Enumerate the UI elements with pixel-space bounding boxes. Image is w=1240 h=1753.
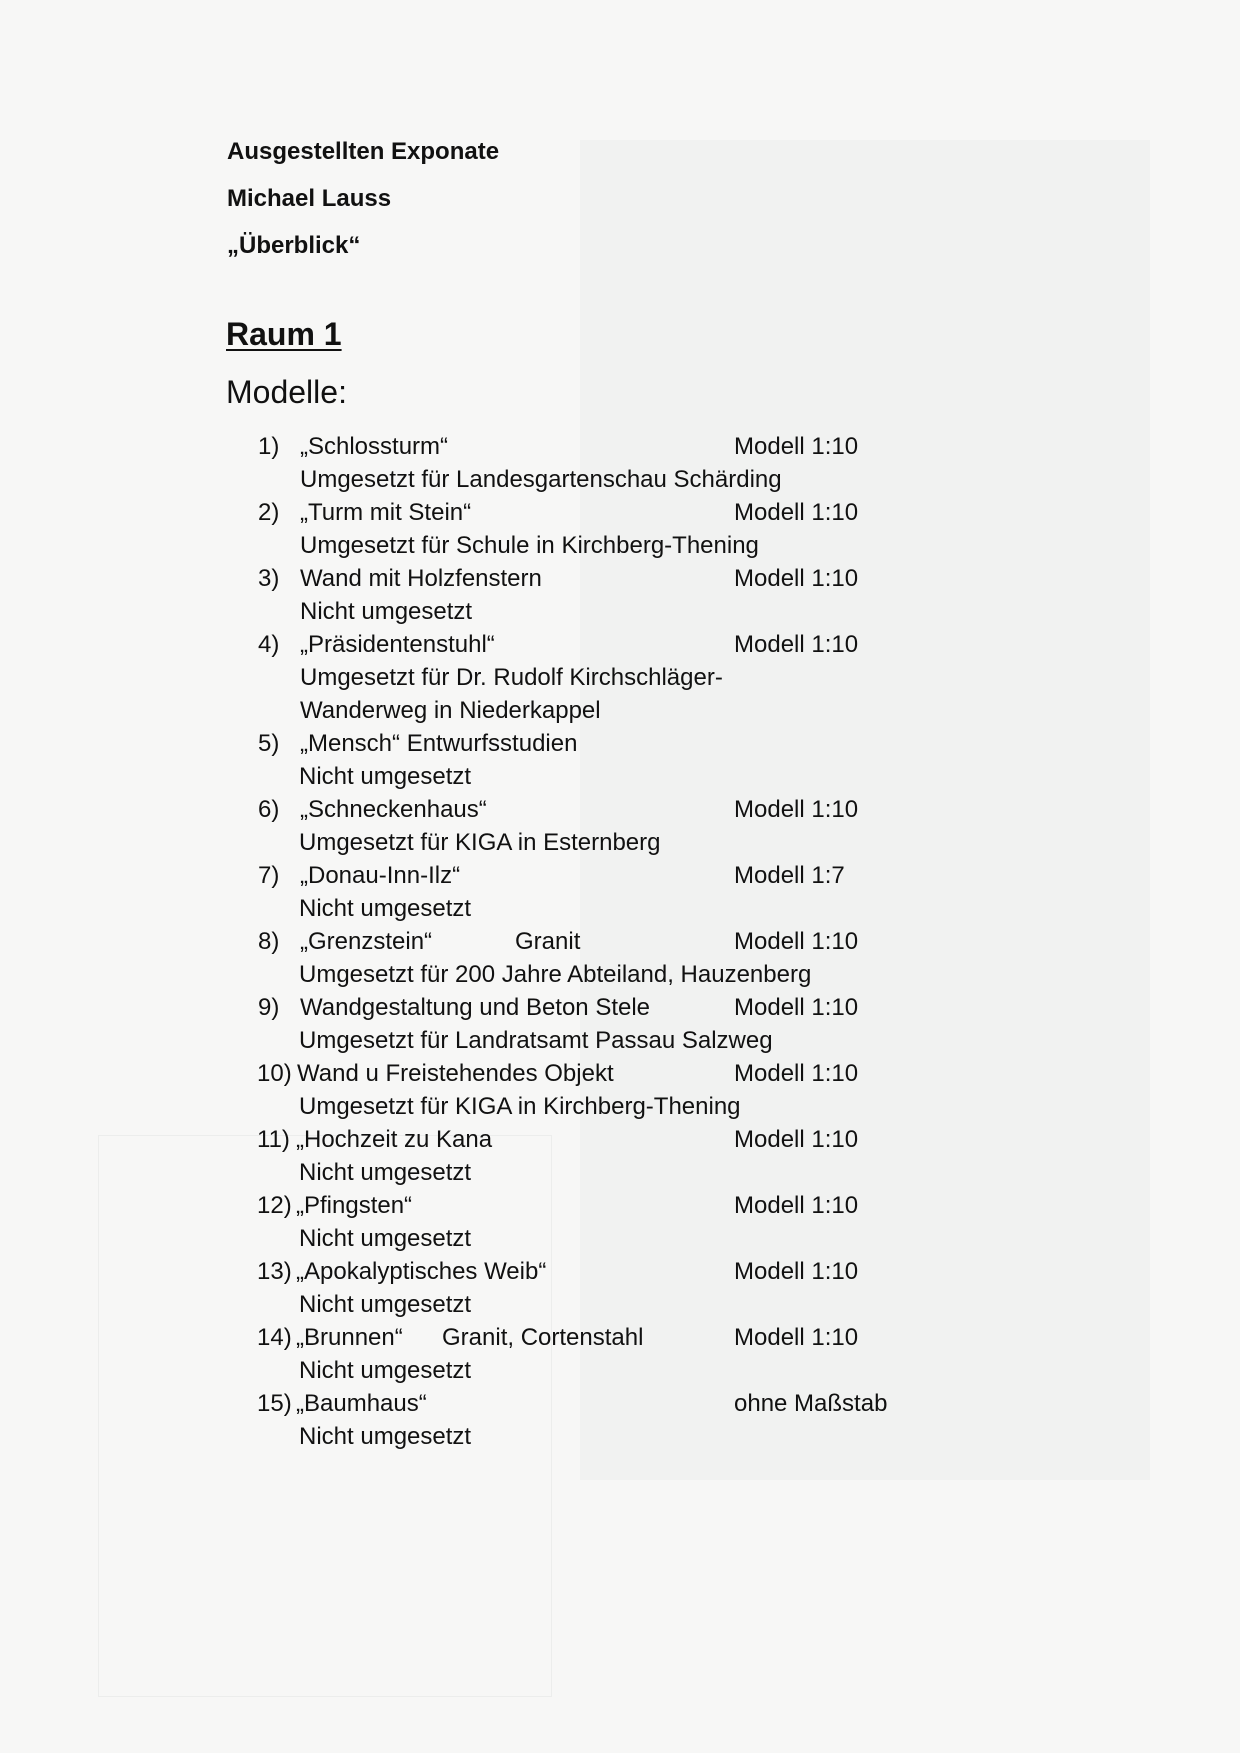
item-note-row xyxy=(0,1156,1240,1189)
item-title: „Apokalyptisches Weib“ xyxy=(296,1258,547,1285)
list-item xyxy=(0,727,1240,760)
item-note-row xyxy=(0,661,1240,694)
item-note-row xyxy=(0,595,1240,628)
item-title: Wandgestaltung und Beton Stele xyxy=(300,994,651,1021)
header-exhibition: „Überblick“ xyxy=(227,232,361,259)
list-item xyxy=(0,925,1240,958)
item-number: 4) xyxy=(258,631,280,658)
item-note-row xyxy=(0,826,1240,859)
item-scale: Modell 1:10 xyxy=(734,1192,859,1219)
item-note-row xyxy=(0,694,1240,727)
list-item xyxy=(0,1189,1240,1222)
item-scale: Modell 1:10 xyxy=(734,1258,859,1285)
list-item xyxy=(0,991,1240,1024)
item-note-row xyxy=(0,892,1240,925)
item-note: Wanderweg in Niederkappel xyxy=(300,697,601,724)
item-scale: ohne Maßstab xyxy=(734,1390,888,1417)
item-note-row xyxy=(0,1354,1240,1387)
item-note: Nicht umgesetzt xyxy=(300,598,473,625)
item-note: Nicht umgesetzt xyxy=(299,1357,472,1384)
item-title: Wand mit Holzfenstern xyxy=(300,565,542,592)
item-number: 12) xyxy=(257,1192,292,1219)
item-note: Umgesetzt für Dr. Rudolf Kirchschläger- xyxy=(300,664,723,691)
item-title: „Turm mit Stein“ xyxy=(300,499,472,526)
item-scale: Modell 1:10 xyxy=(734,796,859,823)
list-item xyxy=(0,1387,1240,1420)
item-note-row xyxy=(0,1288,1240,1321)
item-scale: Modell 1:10 xyxy=(734,499,859,526)
item-note: Nicht umgesetzt xyxy=(299,895,472,922)
exhibit-list xyxy=(0,430,1240,1453)
item-title: „Hochzeit zu Kana xyxy=(296,1126,493,1153)
item-number: 15) xyxy=(257,1390,292,1417)
item-note-row xyxy=(0,760,1240,793)
item-scale: Modell 1:10 xyxy=(734,1126,859,1153)
item-scale: Modell 1:10 xyxy=(734,433,859,460)
item-scale: Modell 1:10 xyxy=(734,565,859,592)
item-title: „Schlossturm“ xyxy=(300,433,449,460)
item-note-row xyxy=(0,1420,1240,1453)
item-note-row xyxy=(0,1222,1240,1255)
item-number: 6) xyxy=(258,796,280,823)
item-note-row xyxy=(0,1024,1240,1057)
item-number: 9) xyxy=(258,994,280,1021)
item-note: Nicht umgesetzt xyxy=(299,1291,472,1318)
item-title: „Schneckenhaus“ xyxy=(300,796,487,823)
item-number: 2) xyxy=(258,499,280,526)
item-note: Umgesetzt für KIGA in Esternberg xyxy=(299,829,661,856)
item-title: „Baumhaus“ xyxy=(296,1390,427,1417)
item-number: 10) xyxy=(257,1060,292,1087)
list-item xyxy=(0,1057,1240,1090)
item-note: Nicht umgesetzt xyxy=(299,1159,472,1186)
section-heading: Raum 1 xyxy=(226,316,342,352)
item-scale: Modell 1:10 xyxy=(734,1060,859,1087)
item-number: 3) xyxy=(258,565,280,592)
item-note: Umgesetzt für 200 Jahre Abteiland, Hauzenberg xyxy=(299,961,812,988)
subsection-heading: Modelle: xyxy=(226,374,347,410)
item-note: Umgesetzt für Landratsamt Passau Salzweg xyxy=(299,1027,773,1054)
list-item xyxy=(0,496,1240,529)
item-note: Nicht umgesetzt xyxy=(299,1225,472,1252)
item-note: Nicht umgesetzt xyxy=(299,763,472,790)
item-note: Umgesetzt für Schule in Kirchberg-Thening xyxy=(300,532,759,559)
item-number: 13) xyxy=(257,1258,292,1285)
item-number: 14) xyxy=(257,1324,292,1351)
item-scale: Modell 1:10 xyxy=(734,928,859,955)
item-note-row xyxy=(0,1090,1240,1123)
item-number: 1) xyxy=(258,433,280,460)
list-item xyxy=(0,1321,1240,1354)
item-title: „Donau-Inn-Ilz“ xyxy=(300,862,461,889)
item-number: 8) xyxy=(258,928,280,955)
item-title: „Mensch“ Entwurfsstudien xyxy=(300,730,578,757)
document-header xyxy=(227,138,499,279)
item-scale: Modell 1:10 xyxy=(734,631,859,658)
item-scale: Modell 1:10 xyxy=(734,994,859,1021)
item-title: „Pfingsten“ xyxy=(296,1192,413,1219)
list-item xyxy=(0,628,1240,661)
item-title: „Brunnen“ xyxy=(296,1324,403,1351)
item-scale: Modell 1:7 xyxy=(734,862,845,889)
list-item xyxy=(0,1255,1240,1288)
item-scale: Modell 1:10 xyxy=(734,1324,859,1351)
list-item xyxy=(0,1123,1240,1156)
item-note-row xyxy=(0,529,1240,562)
list-item xyxy=(0,793,1240,826)
item-title: „Grenzstein“ xyxy=(300,928,433,955)
item-title: „Präsidentenstuhl“ xyxy=(300,631,495,658)
item-number: 11) xyxy=(257,1126,290,1153)
list-item xyxy=(0,430,1240,463)
item-note-row xyxy=(0,958,1240,991)
item-title: Wand u Freistehendes Objekt xyxy=(297,1060,614,1087)
item-number: 5) xyxy=(258,730,280,757)
item-note: Umgesetzt für KIGA in Kirchberg-Thening xyxy=(299,1093,741,1120)
item-note-row xyxy=(0,463,1240,496)
header-artist: Michael Lauss xyxy=(227,185,392,212)
item-material: Granit xyxy=(515,928,581,955)
item-number: 7) xyxy=(258,862,280,889)
header-title: Ausgestellten Exponate xyxy=(227,138,500,165)
item-note: Nicht umgesetzt xyxy=(299,1423,472,1450)
item-material: Granit, Cortenstahl xyxy=(442,1324,644,1351)
list-item xyxy=(0,562,1240,595)
item-note: Umgesetzt für Landesgartenschau Schärding xyxy=(300,466,782,493)
list-item xyxy=(0,859,1240,892)
